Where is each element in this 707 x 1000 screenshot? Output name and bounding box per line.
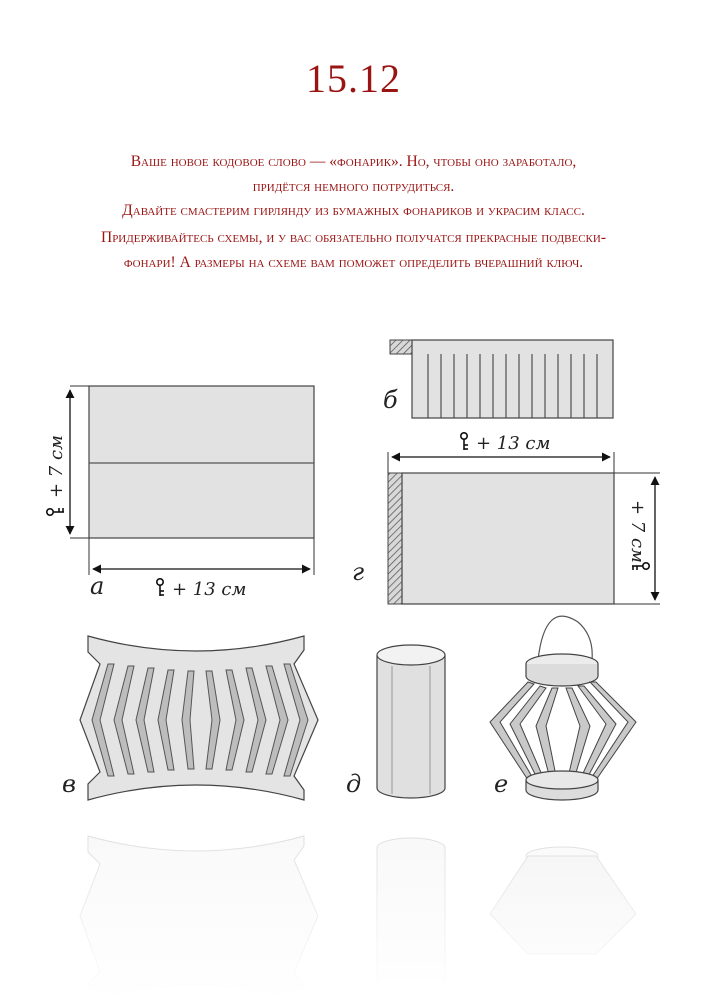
figure-label: г — [352, 558, 365, 586]
figure-e — [490, 616, 636, 800]
instruction-line: Придерживайтесь схемы, и у вас обязательно получатся прекрасные подвески- — [101, 229, 606, 246]
dimension-label: + 7 см — [627, 500, 648, 563]
figure-label: в — [62, 770, 76, 798]
figure-v — [62, 636, 318, 800]
intro-line: придётся немного потрудиться. — [252, 177, 455, 195]
intro-line: Давайте смастерим гирлянду из бумажных фонариков и украсим класс. — [122, 202, 585, 219]
key-icon — [632, 563, 649, 570]
figure-label: а — [90, 572, 105, 600]
key-icon — [461, 433, 468, 450]
dimension-label: + 13 см — [172, 579, 247, 600]
lantern-handle — [538, 616, 592, 660]
intro-line: Ваше новое кодовое слово — «фонарик». Но, чтобы оно заработало, — [130, 153, 577, 170]
page-title: 15.12 — [306, 56, 401, 101]
figure-b — [383, 340, 613, 418]
dimension-label: + 13 см — [476, 433, 551, 454]
figure-label: д — [346, 770, 362, 798]
key-icon — [47, 508, 64, 515]
key-icon — [157, 579, 164, 596]
figure-d — [346, 645, 445, 798]
figure-label: е — [494, 770, 509, 798]
instruction-line: фонари! А размеры на схеме вам поможет определить вчерашний ключ. — [123, 253, 584, 271]
lantern-ribs — [490, 682, 636, 786]
figure-label: б — [383, 386, 398, 414]
figure-a — [46, 386, 314, 600]
dimension-label: + 7 см — [46, 435, 67, 498]
figure-g — [352, 433, 660, 604]
